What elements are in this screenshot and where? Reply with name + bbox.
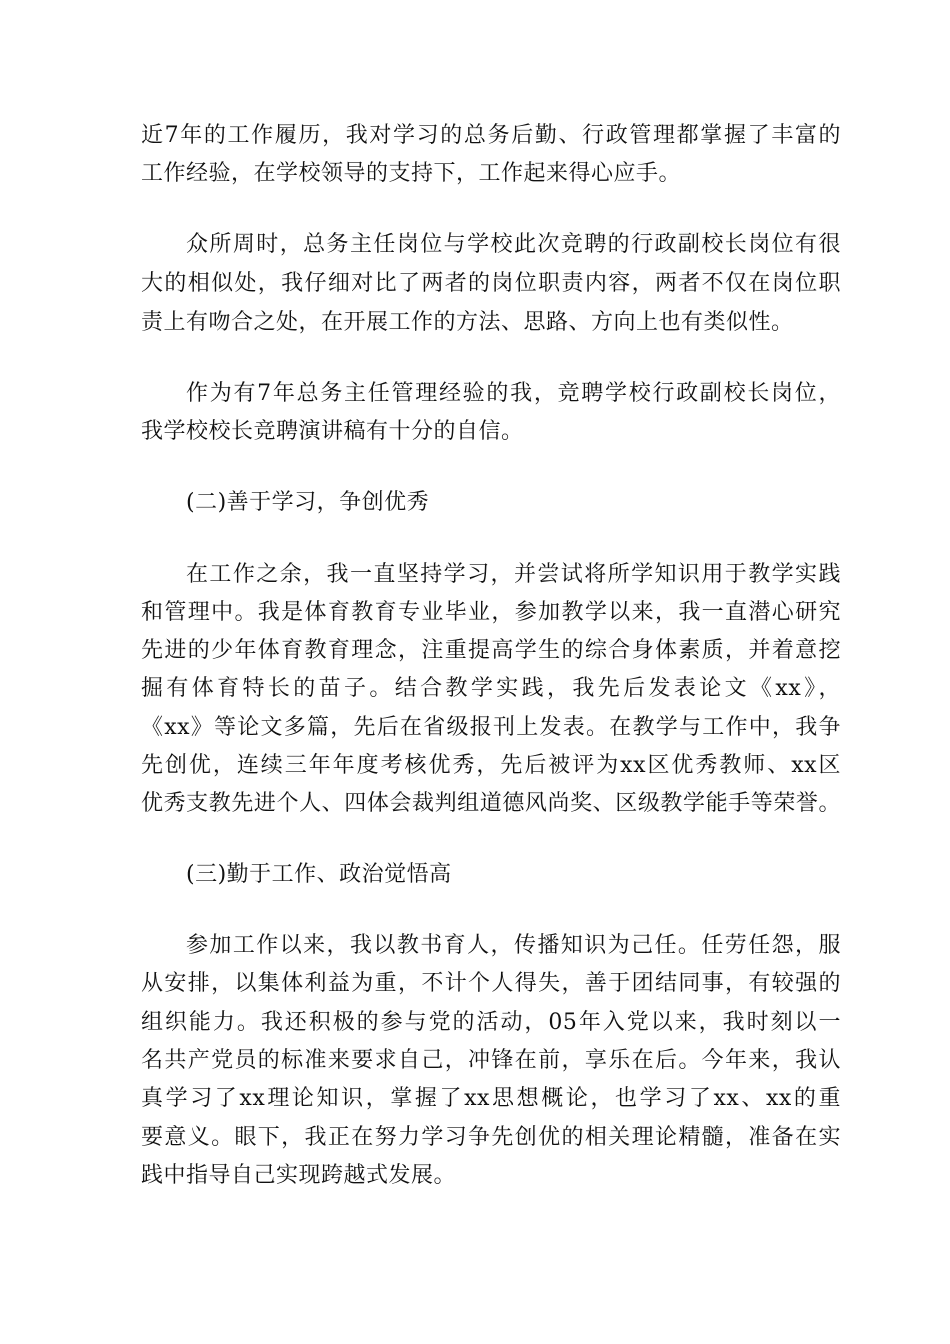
paragraph-line: 作为有7年总务主任管理经验的我，竞聘学校行政副校长岗位， (186, 381, 841, 406)
paragraph-line: 掘有体育特长的苗子。结合教学实践，我先后发表论文《xx》， (141, 676, 841, 701)
paragraph-line: 在工作之余，我一直坚持学习，并尝试将所学知识用于教学实践 (186, 562, 841, 587)
paragraph-line: 众所周时，总务主任岗位与学校此次竞聘的行政副校长岗位有很 (186, 232, 841, 257)
paragraph-line: 践中指导自己实现跨越式发展。 (141, 1163, 457, 1188)
paragraph-line: 工作经验，在学校领导的支持下，工作起来得心应手。 (141, 161, 682, 186)
paragraph-line: 近7年的工作履历，我对学习的总务后勤、行政管理都掌握了丰富的 (141, 123, 841, 148)
paragraph-line: 我学校校长竞聘演讲稿有十分的自信。 (141, 419, 524, 444)
paragraph-line: 先创优，连续三年年度考核优秀，先后被评为xx区优秀教师、xx区 (141, 753, 841, 778)
paragraph-line: 组织能力。我还积极的参与党的活动，05年入党以来，我时刻以一 (141, 1010, 841, 1035)
paragraph-line: 优秀支教先进个人、四体会裁判组道德风尚奖、区级教学能手等荣誉。 (141, 791, 841, 816)
paragraph-line: 要意义。眼下，我正在努力学习争先创优的相关理论精髓，准备在实 (141, 1125, 841, 1150)
paragraph-line: 参加工作以来，我以教书育人，传播知识为己任。任劳任怨，服 (186, 933, 841, 958)
paragraph-line: 和管理中。我是体育教育专业毕业，参加教学以来，我一直潜心研究 (141, 600, 841, 625)
paragraph-line: 大的相似处，我仔细对比了两者的岗位职责内容，两者不仅在岗位职 (141, 271, 841, 296)
paragraph-line: 名共产党员的标准来要求自己，冲锋在前，享乐在后。今年来，我认 (141, 1048, 841, 1073)
paragraph-line: 责上有吻合之处，在开展工作的方法、思路、方向上也有类似性。 (141, 310, 794, 335)
paragraph-line: 《xx》等论文多篇，先后在省级报刊上发表。在教学与工作中，我争 (141, 715, 841, 740)
paragraph-line: 从安排，以集体利益为重，不计个人得失，善于团结同事，有较强的 (141, 971, 841, 996)
paragraph-line: 真学习了xx理论知识，掌握了xx思想概论，也学习了xx、xx的重 (141, 1086, 841, 1111)
paragraph-line: 先进的少年体育教育理念，注重提高学生的综合身体素质，并着意挖 (141, 638, 841, 663)
section-heading: (三)勤于工作、政治觉悟高 (186, 862, 452, 887)
section-heading: (二)善于学习，争创优秀 (186, 490, 430, 515)
